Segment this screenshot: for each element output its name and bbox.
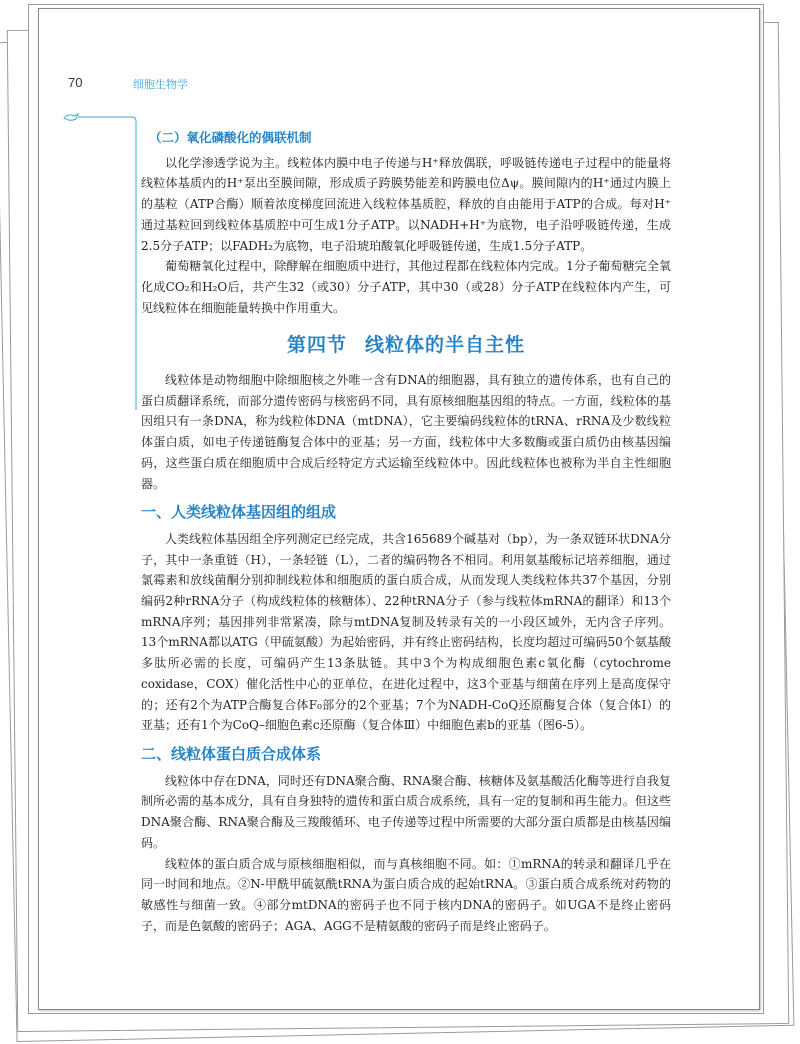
paragraph: 人类线粒体基因组全序列测定已经完成，共含165689个碱基对（bp），为一条双链环状DNA分子，其中一条重链（H），一条轻链（L），二者的编码物各不相同。利用氨基酸标记培养细胞，通过氯霉素和放线菌酮分别抑制线粒体和细胞质的蛋白质合成，从而发现人类线粒体共37个基因，分别编码2种rRNA分子（构成线粒体的核糖体）、22种tRNA分子（参与线粒体mRNA的翻译）和13个mRNA序列；基因排列非常紧凑，除与mtDNA复制及转录有关的一小段区域外，无内含子序列。13个mRNA都以ATG（甲硫氨酸）为起始密码，并有终止密码结构，长度均超过可编码50个氨基酸多肽所必需的长度，可编码产生13条肽链。其中3个为构成细胞色素c氧化酶（cytochrome coxidase，COX）催化活性中心的亚单位，在进化过程中，这3个亚基与细菌在序列上是高度保守的；还有2个为ATP合酶复合体F₀部分的2个亚基；7个为NADH-CoQ还原酶复合体（复合体Ⅰ）的亚基；还有1个为CoQ–细胞色素c还原酶（复合体Ⅲ）中细胞色素b的亚基（图6-5）。 xyxy=(141,531,671,733)
heading-level1: 二、线粒体蛋白质合成体系 xyxy=(141,744,322,763)
subsection-heading: （二）氧化磷酸化的偶联机制 xyxy=(149,130,312,145)
page-content xyxy=(141,128,671,936)
section-heading xyxy=(141,335,671,356)
section-title: 线粒体的半自主性 xyxy=(365,334,526,357)
running-header-title: 细胞生物学 xyxy=(133,78,188,91)
paragraph: 以化学渗透学说为主。线粒体内膜中电子传递与H⁺释放偶联，呼吸链传递电子过程中的能量将线粒体基质内的H⁺泵出至膜间隙，形成质子跨膜势能差和跨膜电位Δψ。膜间隙内的H⁺通过内膜上的基粒（ATP合酶）顺着浓度梯度回流进入线粒体基质腔，释放的自由能用于ATP的合成。每对H⁺通过基粒回到线粒体基质腔中可生成1分子ATP。以NADH+H⁺为底物，电子沿呼吸链传递，生成2.5分子ATP；以FADH₂为底物，电子沿琥珀酸氧化呼吸链传递，生成1.5分子ATP。 xyxy=(141,155,671,253)
header-ornament xyxy=(62,110,142,410)
paragraph: 葡萄糖氧化过程中，除酵解在细胞质中进行，其他过程都在线粒体内完成。1分子葡萄糖完全氧化成CO₂和H₂O后，共产生32（或30）分子ATP，其中30（或28）分子ATP在线粒体内产生，可见线粒体在细胞能量转换中作用重大。 xyxy=(141,259,671,315)
paragraph: 线粒体中存在DNA，同时还有DNA聚合酶、RNA聚合酶、核糖体及氨基酸活化酶等进行自我复制所必需的基本成分，具有自身独特的遗传和蛋白质合成系统，具有一定的复制和再生能力。但这些DNA聚合酶、RNA聚合酶及三羧酸循环、电子传递等过程中所需要的大部分蛋白质都是由核基因编码。 xyxy=(141,773,671,850)
heading-level1: 一、人类线粒体基因组的组成 xyxy=(141,503,337,522)
section-number: 第四节 xyxy=(286,334,347,357)
page-number: 70 xyxy=(68,75,83,90)
paragraph: 线粒体的蛋白质合成与原核细胞相似，而与真核细胞不同。如：①mRNA的转录和翻译几乎在同一时间和地点。②N-甲酰甲硫氨酰tRNA为蛋白质合成的起始tRNA。③蛋白质合成系统对药物的敏感性与细菌一致。④部分mtDNA的密码子也不同于核内DNA的密码子。如UGA不是终止密码子，而是色氨酸的密码子；AGA、AGG不是精氨酸的密码子而是终止密码子。 xyxy=(141,856,671,933)
paragraph: 线粒体是动物细胞中除细胞核之外唯一含有DNA的细胞器，具有独立的遗传体系，也有自己的蛋白质翻译系统，而部分遗传密码与核密码不同，具有原核细胞基因组的特点。一方面，线粒体的基因组只有一条DNA，称为线粒体DNA（mtDNA），它主要编码线粒体的tRNA、rRNA及少数线粒体蛋白质，如电子传递链酶复合体中的亚基；另一方面，线粒体中大多数酶或蛋白质仍由核基因编码，这些蛋白质在细胞质中合成后经特定方式运输至线粒体中。因此线粒体也被称为半自主性细胞器。 xyxy=(141,373,671,491)
